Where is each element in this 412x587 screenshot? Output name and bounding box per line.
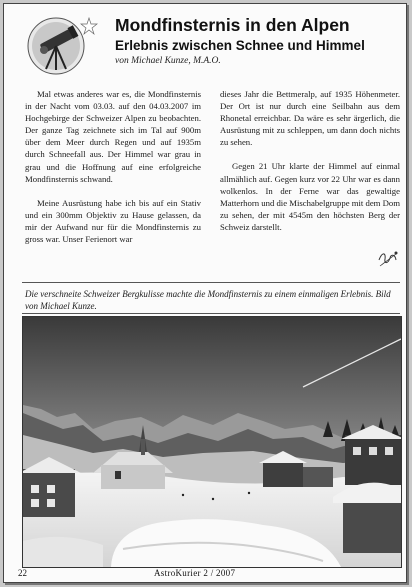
text-column-right (220, 88, 400, 245)
paragraph: Mal etwas anderes war es, die Mondfinsternis in der Nacht vom 03.03. auf den 04.03.2007 im Hochgebirge der Schweizer Alpen zu beobachten. Der ganze Tag zeichnete sich im Tal auf 900m über dem Meer durch Regen und auf 1935m durch Schneefall aus. Der Himmel war grau in grau und die Hoffnung auf eine erfolgreiche Mondfinsternis schwand. (25, 89, 201, 184)
divider (22, 282, 400, 283)
alpine-photo (22, 316, 402, 568)
article-title: Mondfinsternis in den Alpen (115, 15, 350, 35)
photo-caption: Die verschneite Schweizer Bergkulisse machte die Mondfinsternis zu einem einmaligen Erlebnis. Bild von Michael Kunze. (25, 289, 391, 311)
article-author: von Michael Kunze, M.A.O. (115, 56, 221, 66)
magazine-page (3, 3, 407, 583)
paragraph: dieses Jahr die Bettmeralp, auf 1935 Höhenmeter. Der Ort ist nur durch eine Seilbahn aus dem Rhonetal erreichbar. Da wäre es sehr ärgerlich, die Ausrüstung mit zu schleppen, um dann doch nichts zu sehen. (220, 89, 400, 148)
publication-footer: AstroKurier 2 / 2007 (154, 568, 236, 578)
signature-icon (376, 248, 400, 270)
telescope-logo-icon (26, 14, 100, 76)
page-number: 22 (18, 568, 27, 578)
paragraph: Gegen 21 Uhr klarte der Himmel auf einmal allmählich auf. Gegen kurz vor 22 Uhr war es dann wolkenlos. In der Ferne war das gewaltige Matterhorn und die Mischabelgruppe mit dem Dom zu sehen, der mit 4545m den höchsten Berg der Schweiz darstellt. (220, 161, 400, 232)
text-column-left (25, 88, 201, 257)
article-subtitle: Erlebnis zwischen Schnee und Himmel (115, 38, 365, 53)
paragraph: Meine Ausrüstung habe ich bis auf ein Stativ und ein 300mm Objektiv zu Hause gelassen, da mir der Aufwand nur für die Mondfinsternis zu gross war. Unser Ferienort war (25, 197, 201, 245)
divider (22, 313, 400, 314)
